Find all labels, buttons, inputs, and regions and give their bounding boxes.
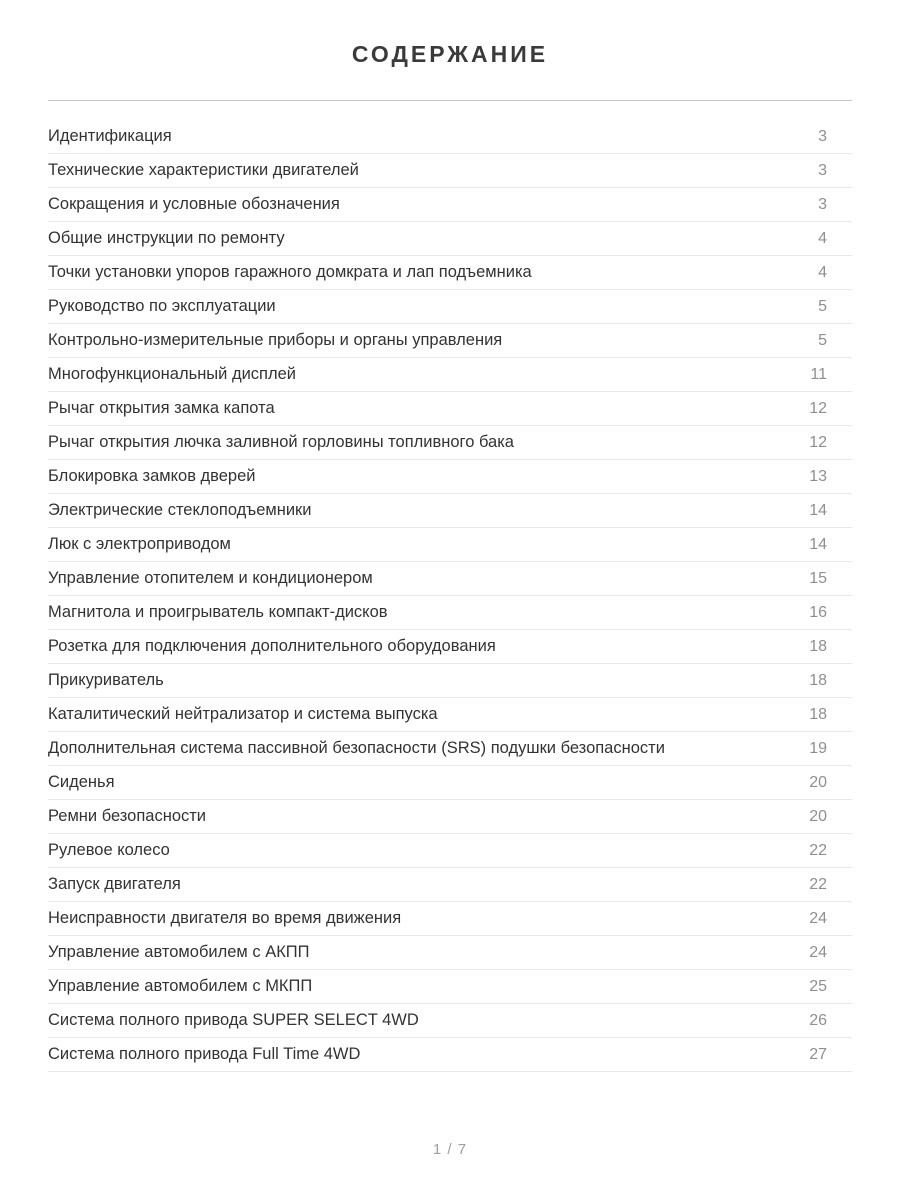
toc-entry-page-number: 5 bbox=[818, 331, 827, 349]
toc-entry-label: Управление отопителем и кондиционером bbox=[48, 569, 373, 587]
toc-entry-label: Управление автомобилем с МКПП bbox=[48, 977, 313, 995]
toc-entry bbox=[48, 290, 852, 324]
toc-entry-label: Рулевое колесо bbox=[48, 841, 170, 859]
toc-entry-label: Электрические стеклоподъемники bbox=[48, 501, 312, 519]
toc-entry bbox=[48, 256, 852, 290]
toc-entry bbox=[48, 460, 852, 494]
toc-entry-label: Контрольно-измерительные приборы и органы управления bbox=[48, 331, 503, 349]
toc-entry bbox=[48, 970, 852, 1004]
toc-entry-label: Руководство по эксплуатации bbox=[48, 297, 276, 315]
toc-entry-page-number: 18 bbox=[809, 637, 827, 655]
toc-entry-page-number: 3 bbox=[818, 195, 827, 213]
toc-entry-page-number: 3 bbox=[818, 127, 827, 145]
toc-entry-label: Идентификация bbox=[48, 127, 172, 145]
toc-entry bbox=[48, 664, 852, 698]
toc-entry bbox=[48, 800, 852, 834]
toc-entry-label: Люк с электроприводом bbox=[48, 535, 231, 553]
toc-entry-label: Дополнительная система пассивной безопасности (SRS) подушки безопасности bbox=[48, 739, 665, 757]
page-title: СОДЕРЖАНИЕ bbox=[351, 41, 549, 67]
toc-entry-label: Каталитический нейтрализатор и система выпуска bbox=[48, 705, 438, 723]
toc-entry-label: Розетка для подключения дополнительного оборудования bbox=[48, 637, 496, 655]
toc-entry-page-number: 14 bbox=[809, 535, 827, 553]
toc-entry bbox=[48, 426, 852, 460]
toc-entry-page-number: 4 bbox=[818, 229, 827, 247]
toc-entry bbox=[48, 834, 852, 868]
toc-entry-page-number: 16 bbox=[809, 603, 827, 621]
toc-entry-label: Магнитола и проигрыватель компакт-дисков bbox=[48, 603, 388, 621]
toc-entry-label: Рычаг открытия лючка заливной горловины топливного бака bbox=[48, 433, 514, 451]
toc-entry-label: Сокращения и условные обозначения bbox=[48, 195, 340, 213]
toc-entry-label: Неисправности двигателя во время движения bbox=[48, 909, 402, 927]
toc-entry bbox=[48, 392, 852, 426]
toc-entry-page-number: 14 bbox=[809, 501, 827, 519]
toc-list bbox=[48, 120, 852, 1072]
toc-entry-page-number: 15 bbox=[809, 569, 827, 587]
toc-entry-label: Прикуриватель bbox=[48, 671, 164, 689]
toc-entry-page-number: 12 bbox=[809, 433, 827, 451]
toc-entry bbox=[48, 902, 852, 936]
toc-entry bbox=[48, 596, 852, 630]
toc-entry-page-number: 20 bbox=[809, 773, 827, 791]
toc-entry-label: Многофункциональный дисплей bbox=[48, 365, 297, 383]
toc-entry bbox=[48, 120, 852, 154]
toc-entry bbox=[48, 1038, 852, 1072]
toc-entry-page-number: 13 bbox=[809, 467, 827, 485]
toc-entry bbox=[48, 868, 852, 902]
toc-entry bbox=[48, 630, 852, 664]
toc-entry bbox=[48, 732, 852, 766]
toc-entry-label: Запуск двигателя bbox=[48, 875, 181, 893]
toc-entry-label: Общие инструкции по ремонту bbox=[48, 229, 285, 247]
toc-entry bbox=[48, 494, 852, 528]
toc-entry-page-number: 22 bbox=[809, 841, 827, 859]
toc-entry-page-number: 3 bbox=[818, 161, 827, 179]
toc-entry-page-number: 5 bbox=[818, 297, 827, 315]
toc-entry-label: Технические характеристики двигателей bbox=[48, 161, 359, 179]
toc-entry bbox=[48, 154, 852, 188]
toc-entry-label: Ремни безопасности bbox=[48, 807, 207, 825]
toc-entry-page-number: 11 bbox=[810, 365, 827, 383]
toc-entry-label: Сиденья bbox=[48, 773, 115, 791]
toc-entry-page-number: 18 bbox=[809, 671, 827, 689]
toc-entry-label: Управление автомобилем с АКПП bbox=[48, 943, 310, 961]
toc-entry bbox=[48, 562, 852, 596]
toc-entry bbox=[48, 936, 852, 970]
toc-entry-page-number: 20 bbox=[809, 807, 827, 825]
page-indicator: 1 / 7 bbox=[432, 1141, 468, 1158]
toc-entry-label: Система полного привода SUPER SELECT 4WD bbox=[48, 1011, 419, 1029]
toc-entry bbox=[48, 222, 852, 256]
toc-entry-page-number: 25 bbox=[809, 977, 827, 995]
toc-entry-page-number: 18 bbox=[809, 705, 827, 723]
toc-entry-page-number: 22 bbox=[809, 875, 827, 893]
toc-entry bbox=[48, 324, 852, 358]
toc-entry bbox=[48, 188, 852, 222]
toc-entry bbox=[48, 528, 852, 562]
title-divider bbox=[48, 100, 852, 101]
toc-entry-page-number: 24 bbox=[809, 943, 827, 961]
toc-entry-label: Блокировка замков дверей bbox=[48, 467, 256, 485]
toc-entry bbox=[48, 698, 852, 732]
toc-entry bbox=[48, 1004, 852, 1038]
toc-entry-page-number: 26 bbox=[809, 1011, 827, 1029]
toc-entry-label: Рычаг открытия замка капота bbox=[48, 399, 275, 417]
toc-entry bbox=[48, 358, 852, 392]
toc-entry-page-number: 27 bbox=[809, 1045, 827, 1063]
toc-entry-page-number: 12 bbox=[809, 399, 827, 417]
toc-entry bbox=[48, 766, 852, 800]
toc-entry-label: Точки установки упоров гаражного домкрата и лап подъемника bbox=[48, 263, 532, 281]
toc-entry-page-number: 4 bbox=[818, 263, 827, 281]
toc-entry-label: Система полного привода Full Time 4WD bbox=[48, 1045, 361, 1063]
toc-entry-page-number: 19 bbox=[809, 739, 827, 757]
toc-entry-page-number: 24 bbox=[809, 909, 827, 927]
